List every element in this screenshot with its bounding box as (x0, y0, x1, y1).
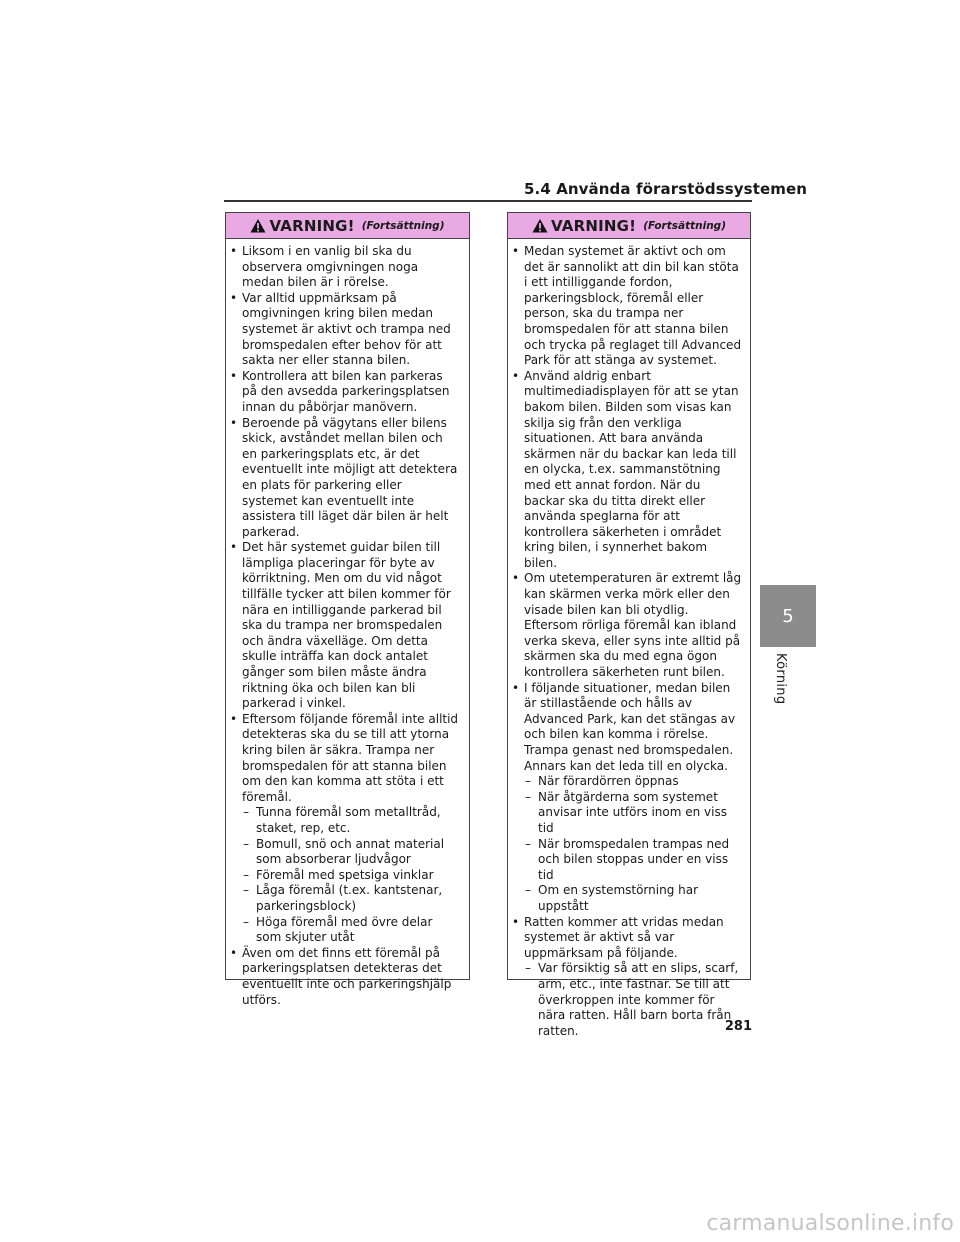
dash-item: – Bomull, snö och annat material som absorberar ljudvågor (226, 837, 469, 868)
dash-item: – Om en systemstörning har uppstått (508, 883, 750, 914)
bullet-item: • Var alltid uppmärksam på omgivningen kring bilen medan systemet är aktivt och trampa ned bromspedalen efter behov för att sakta ner eller stanna bilen. (226, 291, 469, 369)
header-rule (224, 200, 752, 202)
bullet-item: • Liksom i en vanlig bil ska du observera omgivningen noga medan bilen är i rörelse. (226, 244, 469, 291)
dash-item: – Tunna föremål som metalltråd, staket, rep, etc. (226, 805, 469, 836)
bullet-item: • Använd aldrig enbart multimediadisplayen för att se ytan bakom bilen. Bilden som visas kan skilja sig från den verkliga situationen. Att bara använda skärmen när du backar kan leda till en olycka, t.ex. sammanstötning med ett annat fordon. När du backar ska du titta direkt eller använda speglarna för att kontrollera säkerheten i området kring bilen, i synnerhet bakom bilen. (508, 369, 750, 572)
watermark: carmanualsonline.info (706, 1211, 954, 1236)
dash-item: – Höga föremål med övre delar som skjuter utåt (226, 915, 469, 946)
bullet-item: • I följande situationer, medan bilen är stillastående och hålls av Advanced Park, kan det stängas av och bilen kan komma i rörelse. Trampa genast ned bromspedalen. Annars kan det leda till en olycka. (508, 681, 750, 775)
warning-title: VARNING! (550, 216, 637, 235)
chapter-tab (760, 585, 816, 647)
chapter-number: 5 (782, 605, 794, 627)
warning-triangle-icon (250, 218, 266, 234)
bullet-item: • Beroende på vägytans eller bilens skick, avståndet mellan bilen och en parkeringsplats etc, är det eventuellt inte möjligt att detektera en plats för parkering eller systemet kan eventuellt inte assistera till läget där bilen är helt parkerad. (226, 416, 469, 541)
warning-box-header (226, 213, 469, 239)
chapter-label: Körning (773, 653, 788, 705)
warning-triangle-icon (532, 218, 548, 234)
bullet-item: • Även om det finns ett föremål på parkeringsplatsen detekteras det eventuellt inte och parkeringshjälp utförs. (226, 946, 469, 1008)
page-number: 281 (724, 1019, 752, 1034)
warning-body (226, 239, 469, 1008)
dash-item: – Föremål med spetsiga vinklar (226, 868, 469, 884)
dash-item: – När bromspedalen trampas ned och bilen stoppas under en viss tid (508, 837, 750, 884)
warning-box-left (225, 212, 470, 1007)
warning-subtitle: (Fortsättning) (643, 219, 726, 232)
warning-body (508, 239, 750, 1039)
section-header-title: 5.4 Använda förarstödssystemen (524, 180, 808, 198)
dash-item: – När förardörren öppnas (508, 774, 750, 790)
bullet-item: • Eftersom följande föremål inte alltid detekteras ska du se till att ytorna kring bilen är säkra. Trampa ner bromspedalen för att stanna bilen om den kan komma att stöta i ett föremål. (226, 712, 469, 806)
dash-item: – Var försiktig så att en slips, scarf, arm, etc., inte fastnar. Se till att överkroppen inte kommer för nära ratten. Håll barn borta från ratten. (508, 961, 750, 1039)
bullet-item: • Kontrollera att bilen kan parkeras på den avsedda parkeringsplatsen innan du påbörjar manövern. (226, 369, 469, 416)
dash-item: – När åtgärderna som systemet anvisar inte utförs inom en viss tid (508, 790, 750, 837)
bullet-item: • Om utetemperaturen är extremt låg kan skärmen verka mörk eller den visade bilen kan bli otydlig. Eftersom rörliga föremål kan ibland verka skeva, eller syns inte alltid på skärmen ska du med egna ögon kontrollera säkerheten runt bilen. (508, 571, 750, 680)
warning-box-header (508, 213, 750, 239)
warning-subtitle: (Fortsättning) (361, 219, 445, 232)
dash-item: – Låga föremål (t.ex. kantstenar, parkeringsblock) (226, 883, 469, 914)
bullet-item: • Det här systemet guidar bilen till lämpliga placeringar för byte av körriktning. Men om du vid något tillfälle tycker att bilen kommer för nära en intilliggande parkerad bil ska du trampa ner bromspedalen och ändra växelläge. Om detta skulle inträffa kan dock antalet gånger som bilen måste ändra riktning öka och bilen kan bli parkerad i vinkel. (226, 540, 469, 712)
bullet-item: • Medan systemet är aktivt och om det är sannolikt att din bil kan stöta i ett intilliggande fordon, parkeringsblock, föremål eller person, ska du trampa ner bromspedalen för att stanna bilen och trycka på reglaget till Advanced Park för att stänga av systemet. (508, 244, 750, 369)
warning-title: VARNING! (269, 216, 355, 235)
bullet-item: • Ratten kommer att vridas medan systemet är aktivt så var uppmärksam på följande. (508, 915, 750, 962)
